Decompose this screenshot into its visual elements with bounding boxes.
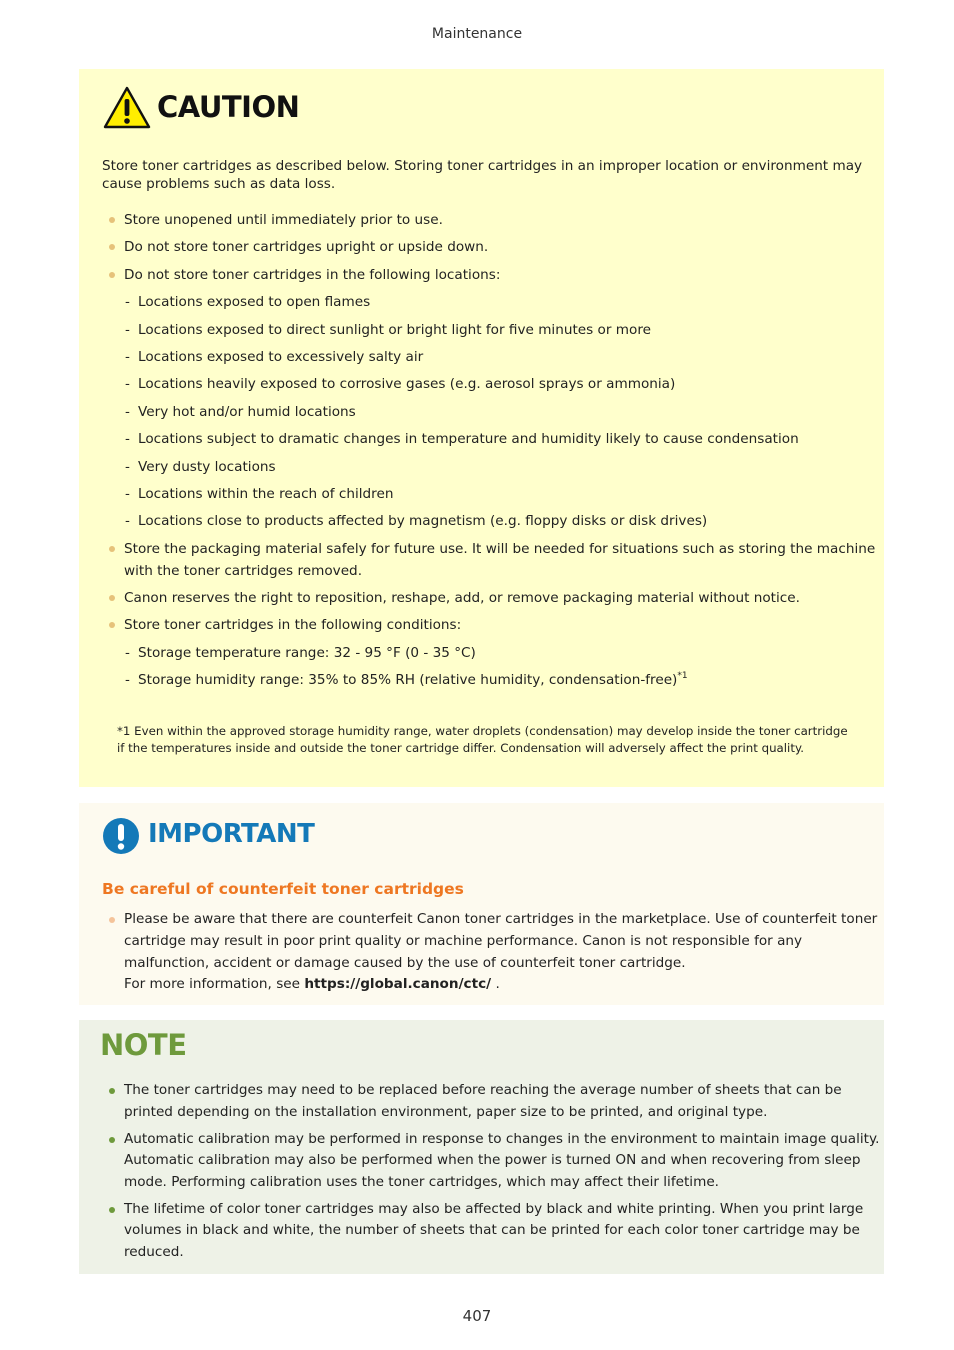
important-heading xyxy=(102,817,315,857)
note-title: NOTE xyxy=(100,1028,187,1062)
sub-list-item xyxy=(79,642,884,664)
list-item-text: Do not store toner cartridges in the following locations: xyxy=(124,266,501,283)
list-item-text: Store toner cartridges in the following conditions: xyxy=(124,617,462,634)
list-item-text: Storage temperature range: 32 - 95 °F (0 - 35 °C) xyxy=(138,644,476,661)
caution-intro: Store toner cartridges as described below. Storing toner cartridges in an improper location or environment may cause problems such as data loss. xyxy=(102,158,863,192)
dash-marker: - xyxy=(125,513,130,530)
sub-list-item xyxy=(79,483,884,505)
exclamation-circle-icon xyxy=(102,817,140,855)
dash-marker: - xyxy=(125,403,130,420)
dash-marker: - xyxy=(125,485,130,502)
sub-list-item xyxy=(79,669,884,691)
dash-marker: - xyxy=(125,348,130,365)
sub-list-item xyxy=(79,456,884,478)
footnote-marker: *1 xyxy=(677,671,688,682)
important-subheading: Be careful of counterfeit toner cartridges xyxy=(102,880,464,898)
list-item-text: Do not store toner cartridges upright or upside down. xyxy=(124,239,489,256)
dash-marker: - xyxy=(125,321,130,338)
dash-marker: - xyxy=(125,376,130,393)
list-item xyxy=(79,538,884,582)
list-item-text: Locations within the reach of children xyxy=(138,485,394,502)
sub-list-item xyxy=(79,346,884,368)
list-item-text: Very dusty locations xyxy=(138,458,276,475)
caution-list xyxy=(79,209,884,697)
important-item-text: Please be aware that there are counterfeit Canon toner cartridges in the marketplace. Use of counterfeit toner cartridge may result in poor print quality or machine performance. Canon is not responsible for any malfunction, accident or damage caused by the use of counterfeit toner cartridge. xyxy=(124,911,878,971)
list-item-text: Locations exposed to excessively salty air xyxy=(138,348,424,365)
list-item-text: Locations exposed to open flames xyxy=(138,294,371,311)
list-item-text: Storage humidity range: 35% to 85% RH (relative humidity, condensation-free) xyxy=(138,672,678,689)
page-header-title: Maintenance xyxy=(431,26,523,42)
more-info-suffix: . xyxy=(491,976,500,993)
list-item xyxy=(79,1199,884,1264)
dash-marker: - xyxy=(125,672,130,689)
caution-footnote: *1 Even within the approved storage humidity range, water droplets (condensation) may develop inside the toner cartridge if the temperatures inside and outside the toner cartridge differ. Condensation will adversely affect the print quality. xyxy=(117,724,848,755)
note-list xyxy=(79,1080,884,1269)
list-item-text: The lifetime of color toner cartridges may also be affected by black and white printing. When you print large volumes in black and white, the number of sheets that can be printed for each color toner cartridge may be reduced. xyxy=(124,1200,864,1260)
list-item-text: Locations close to products affected by magnetism (e.g. floppy disks or disk drives) xyxy=(138,513,708,530)
sub-list-item xyxy=(79,291,884,313)
warning-triangle-icon xyxy=(103,86,151,130)
list-item-text: The toner cartridges may need to be replaced before reaching the average number of sheets that can be printed depending on the installation environment, paper size to be printed, and original type. xyxy=(124,1082,842,1120)
caution-title: CAUTION xyxy=(157,90,300,124)
counterfeit-info-link[interactable]: https://global.canon/ctc/ xyxy=(304,976,492,993)
list-item xyxy=(79,209,884,231)
dash-marker: - xyxy=(125,294,130,311)
note-box xyxy=(79,1020,884,1274)
list-item-text: Automatic calibration may be performed in response to changes in the environment to maintain image quality. Automatic calibration may also be performed when the power is turned ON and when recovering from sleep mode. Performing calibration uses the toner cartridges, which may affect their lifetime. xyxy=(124,1130,880,1190)
list-item-text: Very hot and/or humid locations xyxy=(138,403,356,420)
sub-list-item xyxy=(79,510,884,532)
list-item xyxy=(79,1080,884,1123)
sub-list-item xyxy=(79,428,884,450)
list-item xyxy=(79,1129,884,1194)
list-item xyxy=(79,587,884,609)
dash-marker: - xyxy=(125,644,130,661)
sub-list-item xyxy=(79,401,884,423)
more-info-prefix: For more information, see xyxy=(124,976,305,993)
page-number: 407 xyxy=(462,1307,492,1325)
important-list xyxy=(79,909,884,996)
list-item-text: Locations subject to dramatic changes in temperature and humidity likely to cause condensation xyxy=(138,431,799,448)
dash-marker: - xyxy=(125,431,130,448)
important-title: IMPORTANT xyxy=(148,819,315,849)
important-box xyxy=(79,803,884,1005)
list-item xyxy=(79,236,884,258)
list-item-text: Canon reserves the right to reposition, reshape, add, or remove packaging material without notice. xyxy=(124,590,800,607)
list-item xyxy=(79,264,884,286)
list-item-text: Locations exposed to direct sunlight or bright light for five minutes or more xyxy=(138,321,651,338)
sub-list-item xyxy=(79,319,884,341)
list-item-text: Store unopened until immediately prior to use. xyxy=(124,212,443,228)
list-item-text: Store the packaging material safely for future use. It will be needed for situations such as storing the machine with the toner cartridges removed. xyxy=(124,540,876,579)
sub-list-item xyxy=(79,373,884,395)
dash-marker: - xyxy=(125,458,130,475)
list-item xyxy=(79,909,884,996)
list-item xyxy=(79,614,884,636)
list-item-text: Locations heavily exposed to corrosive gases (e.g. aerosol sprays or ammonia) xyxy=(138,376,676,393)
caution-box xyxy=(79,69,884,787)
